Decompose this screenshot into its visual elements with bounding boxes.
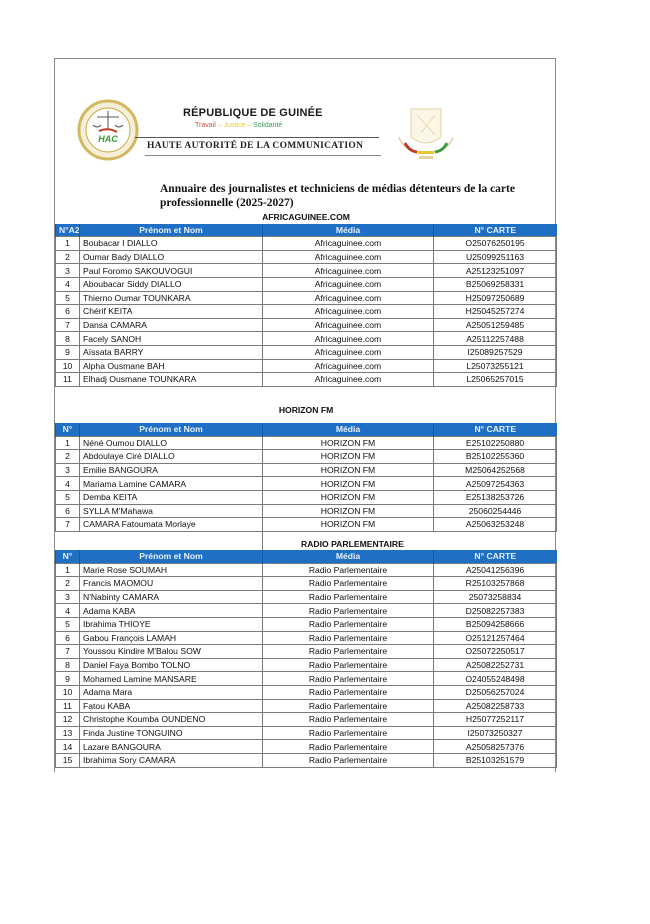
media-name: HORIZON FM xyxy=(263,450,434,464)
media-name: Radio Parlementaire xyxy=(263,658,434,672)
card-number: A25051259485 xyxy=(434,318,557,332)
person-name: Emilie BANGOURA xyxy=(80,463,263,477)
card-number: B25094258666 xyxy=(434,617,557,631)
table-row xyxy=(56,436,557,450)
row-number: 11 xyxy=(56,699,80,713)
table-row xyxy=(56,477,557,491)
row-number: 3 xyxy=(56,590,80,604)
column-header-name: Prénom et Nom xyxy=(80,550,263,563)
roster-table-africaguinee xyxy=(55,211,557,387)
media-name: Africaguinee.com xyxy=(263,345,434,359)
table-header-row xyxy=(56,550,557,563)
media-name: Radio Parlementaire xyxy=(263,577,434,591)
person-name: SYLLA M'Mahawa xyxy=(80,504,263,518)
media-name: HORIZON FM xyxy=(263,490,434,504)
media-name: Radio Parlementaire xyxy=(263,617,434,631)
person-name: Oumar Bady DIALLO xyxy=(80,250,263,264)
table-row xyxy=(56,604,557,618)
person-name: Mohamed Lamine MANSARE xyxy=(80,672,263,686)
person-name: Marie Rose SOUMAH xyxy=(80,563,263,577)
row-number: 8 xyxy=(56,658,80,672)
card-number: H25045257274 xyxy=(434,305,557,319)
row-number: 10 xyxy=(56,685,80,699)
person-name: Finda Justine TONGUINO xyxy=(80,726,263,740)
divider xyxy=(135,137,379,138)
card-number: O25076250195 xyxy=(434,237,557,251)
card-number: M25064252568 xyxy=(434,463,557,477)
media-name: HORIZON FM xyxy=(263,504,434,518)
card-number: E25102250880 xyxy=(434,436,557,450)
table-row xyxy=(56,685,557,699)
authority-title: HAUTE AUTORITÉ DE LA COMMUNICATION xyxy=(147,141,364,151)
national-motto xyxy=(195,122,282,129)
table-row xyxy=(56,563,557,577)
table-row xyxy=(56,277,557,291)
person-name: Facely SANOH xyxy=(80,332,263,346)
table-row xyxy=(56,713,557,727)
row-number: 4 xyxy=(56,604,80,618)
column-header-card: N° CARTE xyxy=(434,224,557,237)
table-row xyxy=(56,318,557,332)
person-name: Daniel Faya Bombo TOLNO xyxy=(80,658,263,672)
row-number: 8 xyxy=(56,332,80,346)
row-number: 5 xyxy=(56,291,80,305)
media-name: Africaguinee.com xyxy=(263,332,434,346)
person-name: Néné Oumou DIALLO xyxy=(80,436,263,450)
row-number: 6 xyxy=(56,631,80,645)
row-number: 9 xyxy=(56,345,80,359)
table-row xyxy=(56,291,557,305)
row-number: 12 xyxy=(56,713,80,727)
card-number: L25065257015 xyxy=(434,373,557,387)
card-number: O24055248498 xyxy=(434,672,557,686)
row-number: 10 xyxy=(56,359,80,373)
column-header-media: Média xyxy=(263,550,434,563)
row-number: 13 xyxy=(56,726,80,740)
section-title: AFRICAGUINEE.COM xyxy=(262,212,350,223)
row-number: 14 xyxy=(56,740,80,754)
section-title-row xyxy=(56,528,557,550)
row-number: 2 xyxy=(56,250,80,264)
person-name: Youssou Kindire M'Balou SOW xyxy=(80,645,263,659)
table-row xyxy=(56,359,557,373)
row-number: 7 xyxy=(56,645,80,659)
media-name: Radio Parlementaire xyxy=(263,672,434,686)
media-name: Africaguinee.com xyxy=(263,237,434,251)
hac-emblem-icon xyxy=(77,99,139,161)
media-name: Radio Parlementaire xyxy=(263,604,434,618)
row-number: 7 xyxy=(56,518,80,532)
media-name: Africaguinee.com xyxy=(263,305,434,319)
card-number: H25077252117 xyxy=(434,713,557,727)
section-title: RADIO PARLEMENTAIRE xyxy=(263,528,557,550)
table-row xyxy=(56,672,557,686)
card-number: L25073255121 xyxy=(434,359,557,373)
column-header-number: N° xyxy=(56,550,80,563)
table-row xyxy=(56,753,557,767)
person-name: CAMARA Fatoumata Morlaye xyxy=(80,518,263,532)
section-title-row xyxy=(56,211,557,224)
table-row xyxy=(56,490,557,504)
section-title-spacer xyxy=(56,528,263,550)
media-name: Radio Parlementaire xyxy=(263,713,434,727)
media-name: HORIZON FM xyxy=(263,518,434,532)
column-header-media: Média xyxy=(263,423,434,436)
card-number: D25056257024 xyxy=(434,685,557,699)
card-number: A25112257488 xyxy=(434,332,557,346)
card-number: E25138253726 xyxy=(434,490,557,504)
card-number: 25060254446 xyxy=(434,504,557,518)
table-row xyxy=(56,373,557,387)
media-name: Radio Parlementaire xyxy=(263,645,434,659)
table-row xyxy=(56,631,557,645)
coat-of-arms-icon xyxy=(391,103,461,163)
roster-table-horizon-fm xyxy=(55,396,557,532)
table-row xyxy=(56,658,557,672)
person-name: Gabou François LAMAH xyxy=(80,631,263,645)
letterhead xyxy=(55,59,555,219)
card-number: A25058257376 xyxy=(434,740,557,754)
media-name: Africaguinee.com xyxy=(263,250,434,264)
media-name: Radio Parlementaire xyxy=(263,699,434,713)
motto-separator: – xyxy=(245,122,254,129)
table-row xyxy=(56,345,557,359)
card-number: A25082258733 xyxy=(434,699,557,713)
card-number: I25073250327 xyxy=(434,726,557,740)
media-name: Africaguinee.com xyxy=(263,318,434,332)
motto-separator: – xyxy=(215,122,224,129)
media-name: Radio Parlementaire xyxy=(263,631,434,645)
card-number: U25099251163 xyxy=(434,250,557,264)
media-name: Radio Parlementaire xyxy=(263,685,434,699)
row-number: 2 xyxy=(56,577,80,591)
person-name: Lazare BANGOURA xyxy=(80,740,263,754)
card-number: D25082257383 xyxy=(434,604,557,618)
card-number: R25103257868 xyxy=(434,577,557,591)
media-name: Radio Parlementaire xyxy=(263,726,434,740)
person-name: Elhadj Ousmane TOUNKARA xyxy=(80,373,263,387)
table-row xyxy=(56,237,557,251)
card-number: O25121257464 xyxy=(434,631,557,645)
row-number: 5 xyxy=(56,617,80,631)
row-number: 3 xyxy=(56,264,80,278)
card-number: H25097250689 xyxy=(434,291,557,305)
card-number: A25097254363 xyxy=(434,477,557,491)
section-title-row xyxy=(56,396,557,423)
table-row xyxy=(56,645,557,659)
person-name: Fatou KABA xyxy=(80,699,263,713)
row-number: 11 xyxy=(56,373,80,387)
media-name: Africaguinee.com xyxy=(263,359,434,373)
card-number: B25103251579 xyxy=(434,753,557,767)
row-number: 1 xyxy=(56,237,80,251)
person-name: Adama Mara xyxy=(80,685,263,699)
table-row xyxy=(56,305,557,319)
person-name: Abdoulaye Ciré DIALLO xyxy=(80,450,263,464)
card-number: I25089257529 xyxy=(434,345,557,359)
card-number: B25102255360 xyxy=(434,450,557,464)
row-number: 4 xyxy=(56,277,80,291)
person-name: N'Nabinty CAMARA xyxy=(80,590,263,604)
person-name: Alpha Ousmane BAH xyxy=(80,359,263,373)
table-row xyxy=(56,590,557,604)
media-name: Radio Parlementaire xyxy=(263,590,434,604)
person-name: Aboubacar Siddy DIALLO xyxy=(80,277,263,291)
media-name: HORIZON FM xyxy=(263,436,434,450)
media-name: Africaguinee.com xyxy=(263,291,434,305)
table-row xyxy=(56,264,557,278)
media-name: Radio Parlementaire xyxy=(263,563,434,577)
column-header-name: Prénom et Nom xyxy=(80,423,263,436)
card-number: 25073258834 xyxy=(434,590,557,604)
row-number: 4 xyxy=(56,477,80,491)
table-row xyxy=(56,740,557,754)
republic-title: RÉPUBLIQUE DE GUINÉE xyxy=(183,107,323,119)
column-header-number: N° xyxy=(56,423,80,436)
row-number: 1 xyxy=(56,563,80,577)
roster-table-radio-parlementaire xyxy=(55,528,557,768)
column-header-name: Prénom et Nom xyxy=(80,224,263,237)
table-row xyxy=(56,577,557,591)
table-header-row xyxy=(56,423,557,436)
table-row xyxy=(56,332,557,346)
table-row xyxy=(56,726,557,740)
media-name: Africaguinee.com xyxy=(263,277,434,291)
row-number: 15 xyxy=(56,753,80,767)
section-title: HORIZON FM xyxy=(278,404,334,415)
row-number: 3 xyxy=(56,463,80,477)
card-number: A25082252731 xyxy=(434,658,557,672)
document-page xyxy=(54,58,556,772)
card-number: A25041256396 xyxy=(434,563,557,577)
media-name: Radio Parlementaire xyxy=(263,740,434,754)
row-number: 2 xyxy=(56,450,80,464)
column-header-number: N°A2 xyxy=(56,224,80,237)
person-name: Christophe Koumba OUNDENO xyxy=(80,713,263,727)
person-name: Chérif KEITA xyxy=(80,305,263,319)
table-row xyxy=(56,250,557,264)
media-name: Radio Parlementaire xyxy=(263,753,434,767)
motto-justice: Justice xyxy=(223,122,246,129)
column-header-card: N° CARTE xyxy=(434,550,557,563)
document-title: Annuaire des journalistes et techniciens de médias détenteurs de la carte professionnelle (2025-2027) xyxy=(160,183,515,209)
person-name: Ibrahima Sory CAMARA xyxy=(80,753,263,767)
row-number: 6 xyxy=(56,305,80,319)
hac-logo-text: HAC xyxy=(98,134,118,144)
table-row xyxy=(56,617,557,631)
person-name: Mariama Lamine CAMARA xyxy=(80,477,263,491)
table-row xyxy=(56,504,557,518)
column-header-card: N° CARTE xyxy=(434,423,557,436)
person-name: Dansa CAMARA xyxy=(80,318,263,332)
motto-solidarite: Solidarité xyxy=(253,122,283,129)
table-row xyxy=(56,699,557,713)
person-name: Demba KEITA xyxy=(80,490,263,504)
card-number: B25069258331 xyxy=(434,277,557,291)
table-header-row xyxy=(56,224,557,237)
table-row xyxy=(56,450,557,464)
card-number: A25063253248 xyxy=(434,518,557,532)
person-name: Paul Foromo SAKOUVOGUI xyxy=(80,264,263,278)
person-name: Boubacar I DIALLO xyxy=(80,237,263,251)
row-number: 5 xyxy=(56,490,80,504)
row-number: 9 xyxy=(56,672,80,686)
divider xyxy=(145,155,381,156)
motto-travail: Travail xyxy=(195,122,216,129)
person-name: Francis MAOMOU xyxy=(80,577,263,591)
media-name: Africaguinee.com xyxy=(263,373,434,387)
person-name: Thierno Oumar TOUNKARA xyxy=(80,291,263,305)
card-number: O25072250517 xyxy=(434,645,557,659)
media-name: HORIZON FM xyxy=(263,463,434,477)
person-name: Adama KABA xyxy=(80,604,263,618)
card-number: A25123251097 xyxy=(434,264,557,278)
person-name: Ibrahima THIOYE xyxy=(80,617,263,631)
row-number: 7 xyxy=(56,318,80,332)
column-header-media: Média xyxy=(263,224,434,237)
row-number: 1 xyxy=(56,436,80,450)
person-name: Aïssata BARRY xyxy=(80,345,263,359)
row-number: 6 xyxy=(56,504,80,518)
media-name: Africaguinee.com xyxy=(263,264,434,278)
table-row xyxy=(56,463,557,477)
media-name: HORIZON FM xyxy=(263,477,434,491)
